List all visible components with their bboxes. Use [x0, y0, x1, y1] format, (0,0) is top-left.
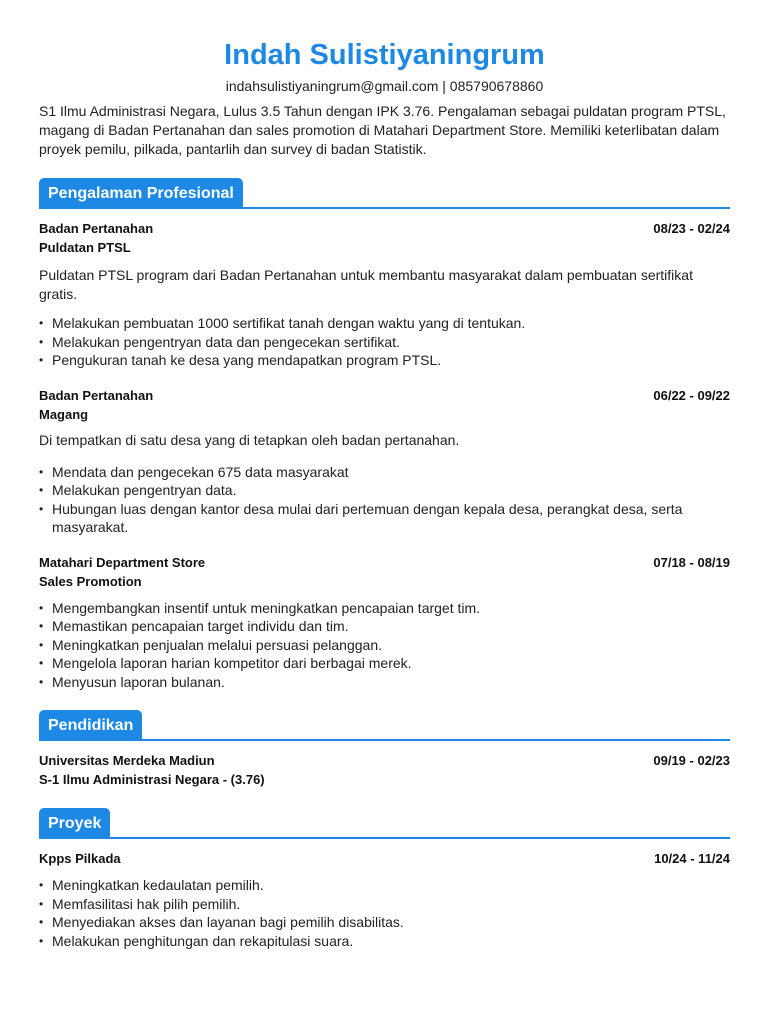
- entry-organization: Universitas Merdeka Madiun: [39, 753, 215, 768]
- entry-date: 09/19 - 02/23: [653, 753, 730, 768]
- entry-role: Magang: [39, 406, 89, 422]
- entry-date: 07/18 - 08/19: [653, 554, 730, 570]
- list-item: • Memastikan pencapaian target individu dan tim.: [39, 617, 730, 636]
- experience-entry: [39, 553, 730, 692]
- entry-header: [39, 219, 730, 238]
- list-item: • Hubungan luas dengan kantor desa mulai dari pertemuan dengan kepala desa, perangkat desa, serta masyarakat.: [39, 500, 730, 537]
- education-entry: [39, 751, 730, 789]
- experience-entry: [39, 219, 730, 370]
- entry-role: S-1 Ilmu Administrasi Negara - (3.76): [39, 772, 265, 787]
- list-item: • Melakukan penghitungan dan rekapitulasi suara.: [39, 932, 730, 951]
- list-item: • Menyediakan akses dan layanan bagi pemilih disabilitas.: [39, 913, 730, 932]
- entry-header: [39, 849, 730, 868]
- entry-bullet-list: [39, 876, 730, 950]
- contact-info: indahsulistiyaningrum@gmail.com | 085790678860: [225, 78, 544, 94]
- list-item: • Mengelola laporan harian kompetitor dari berbagai merek.: [39, 654, 730, 673]
- list-item: • Mendata dan pengecekan 675 data masyarakat: [39, 463, 730, 482]
- experience-section-header: [39, 177, 730, 209]
- candidate-name: Indah Sulistiyaningrum: [224, 39, 545, 71]
- education-section-title: Pendidikan: [39, 710, 142, 741]
- education-section-header: [39, 709, 730, 741]
- list-item: • Melakukan pembuatan 1000 sertifikat tanah dengan waktu yang di tentukan.: [39, 314, 730, 333]
- entry-role: Sales Promotion: [39, 573, 142, 589]
- list-item: • Meningkatkan penjualan melalui persuasi pelanggan.: [39, 636, 730, 655]
- entry-bullet-list: [39, 599, 730, 692]
- entry-description: Di tempatkan di satu desa yang di tetapkan oleh badan pertanahan.: [39, 431, 460, 448]
- entry-date: 08/23 - 02/24: [653, 221, 730, 236]
- projects-section-header: [39, 807, 730, 839]
- entry-organization: Badan Pertanahan: [39, 221, 154, 236]
- entry-organization: Badan Pertanahan: [39, 387, 154, 403]
- list-item: • Melakukan pengentryan data.: [39, 481, 730, 500]
- entry-bullet-list: [39, 314, 730, 370]
- list-item: • Melakukan pengentryan data dan pengecekan sertifikat.: [39, 333, 730, 352]
- project-entry: [39, 849, 730, 950]
- list-item: • Pengukuran tanah ke desa yang mendapatkan program PTSL.: [39, 351, 730, 370]
- entry-header: [39, 751, 730, 770]
- entry-date: 10/24 - 11/24: [654, 851, 730, 866]
- entry-role: Puldatan PTSL: [39, 240, 131, 255]
- list-item: • Mengembangkan insentif untuk meningkatkan pencapaian target tim.: [39, 599, 730, 618]
- entry-header: [39, 386, 730, 405]
- experience-entry: [39, 386, 730, 537]
- experience-section-title: Pengalaman Profesional: [39, 178, 243, 209]
- entry-description: Puldatan PTSL program dari Badan Pertanahan untuk membantu masyarakat dalam pembuatan sertifikat gratis.: [39, 267, 693, 302]
- entry-organization: Kpps Pilkada: [39, 851, 121, 866]
- list-item: • Menyusun laporan bulanan.: [39, 673, 730, 692]
- entry-date: 06/22 - 09/22: [653, 387, 730, 403]
- entry-header: [39, 553, 730, 572]
- profile-summary: S1 Ilmu Administrasi Negara, Lulus 3.5 Tahun dengan IPK 3.76. Pengalaman sebagai puldatan program PTSL, magang di Badan Pertanahan dan sales promotion di Matahari Department Store. Memiliki keterlibatan dalam proyek pemilu, pilkada, pantarlih dan survey di badan Statistik.: [39, 103, 726, 157]
- list-item: • Memfasilitasi hak pilih pemilih.: [39, 895, 730, 914]
- entry-organization: Matahari Department Store: [39, 554, 206, 570]
- list-item: • Meningkatkan kedaulatan pemilih.: [39, 876, 730, 895]
- entry-bullet-list: [39, 463, 730, 537]
- projects-section-title: Proyek: [39, 808, 110, 839]
